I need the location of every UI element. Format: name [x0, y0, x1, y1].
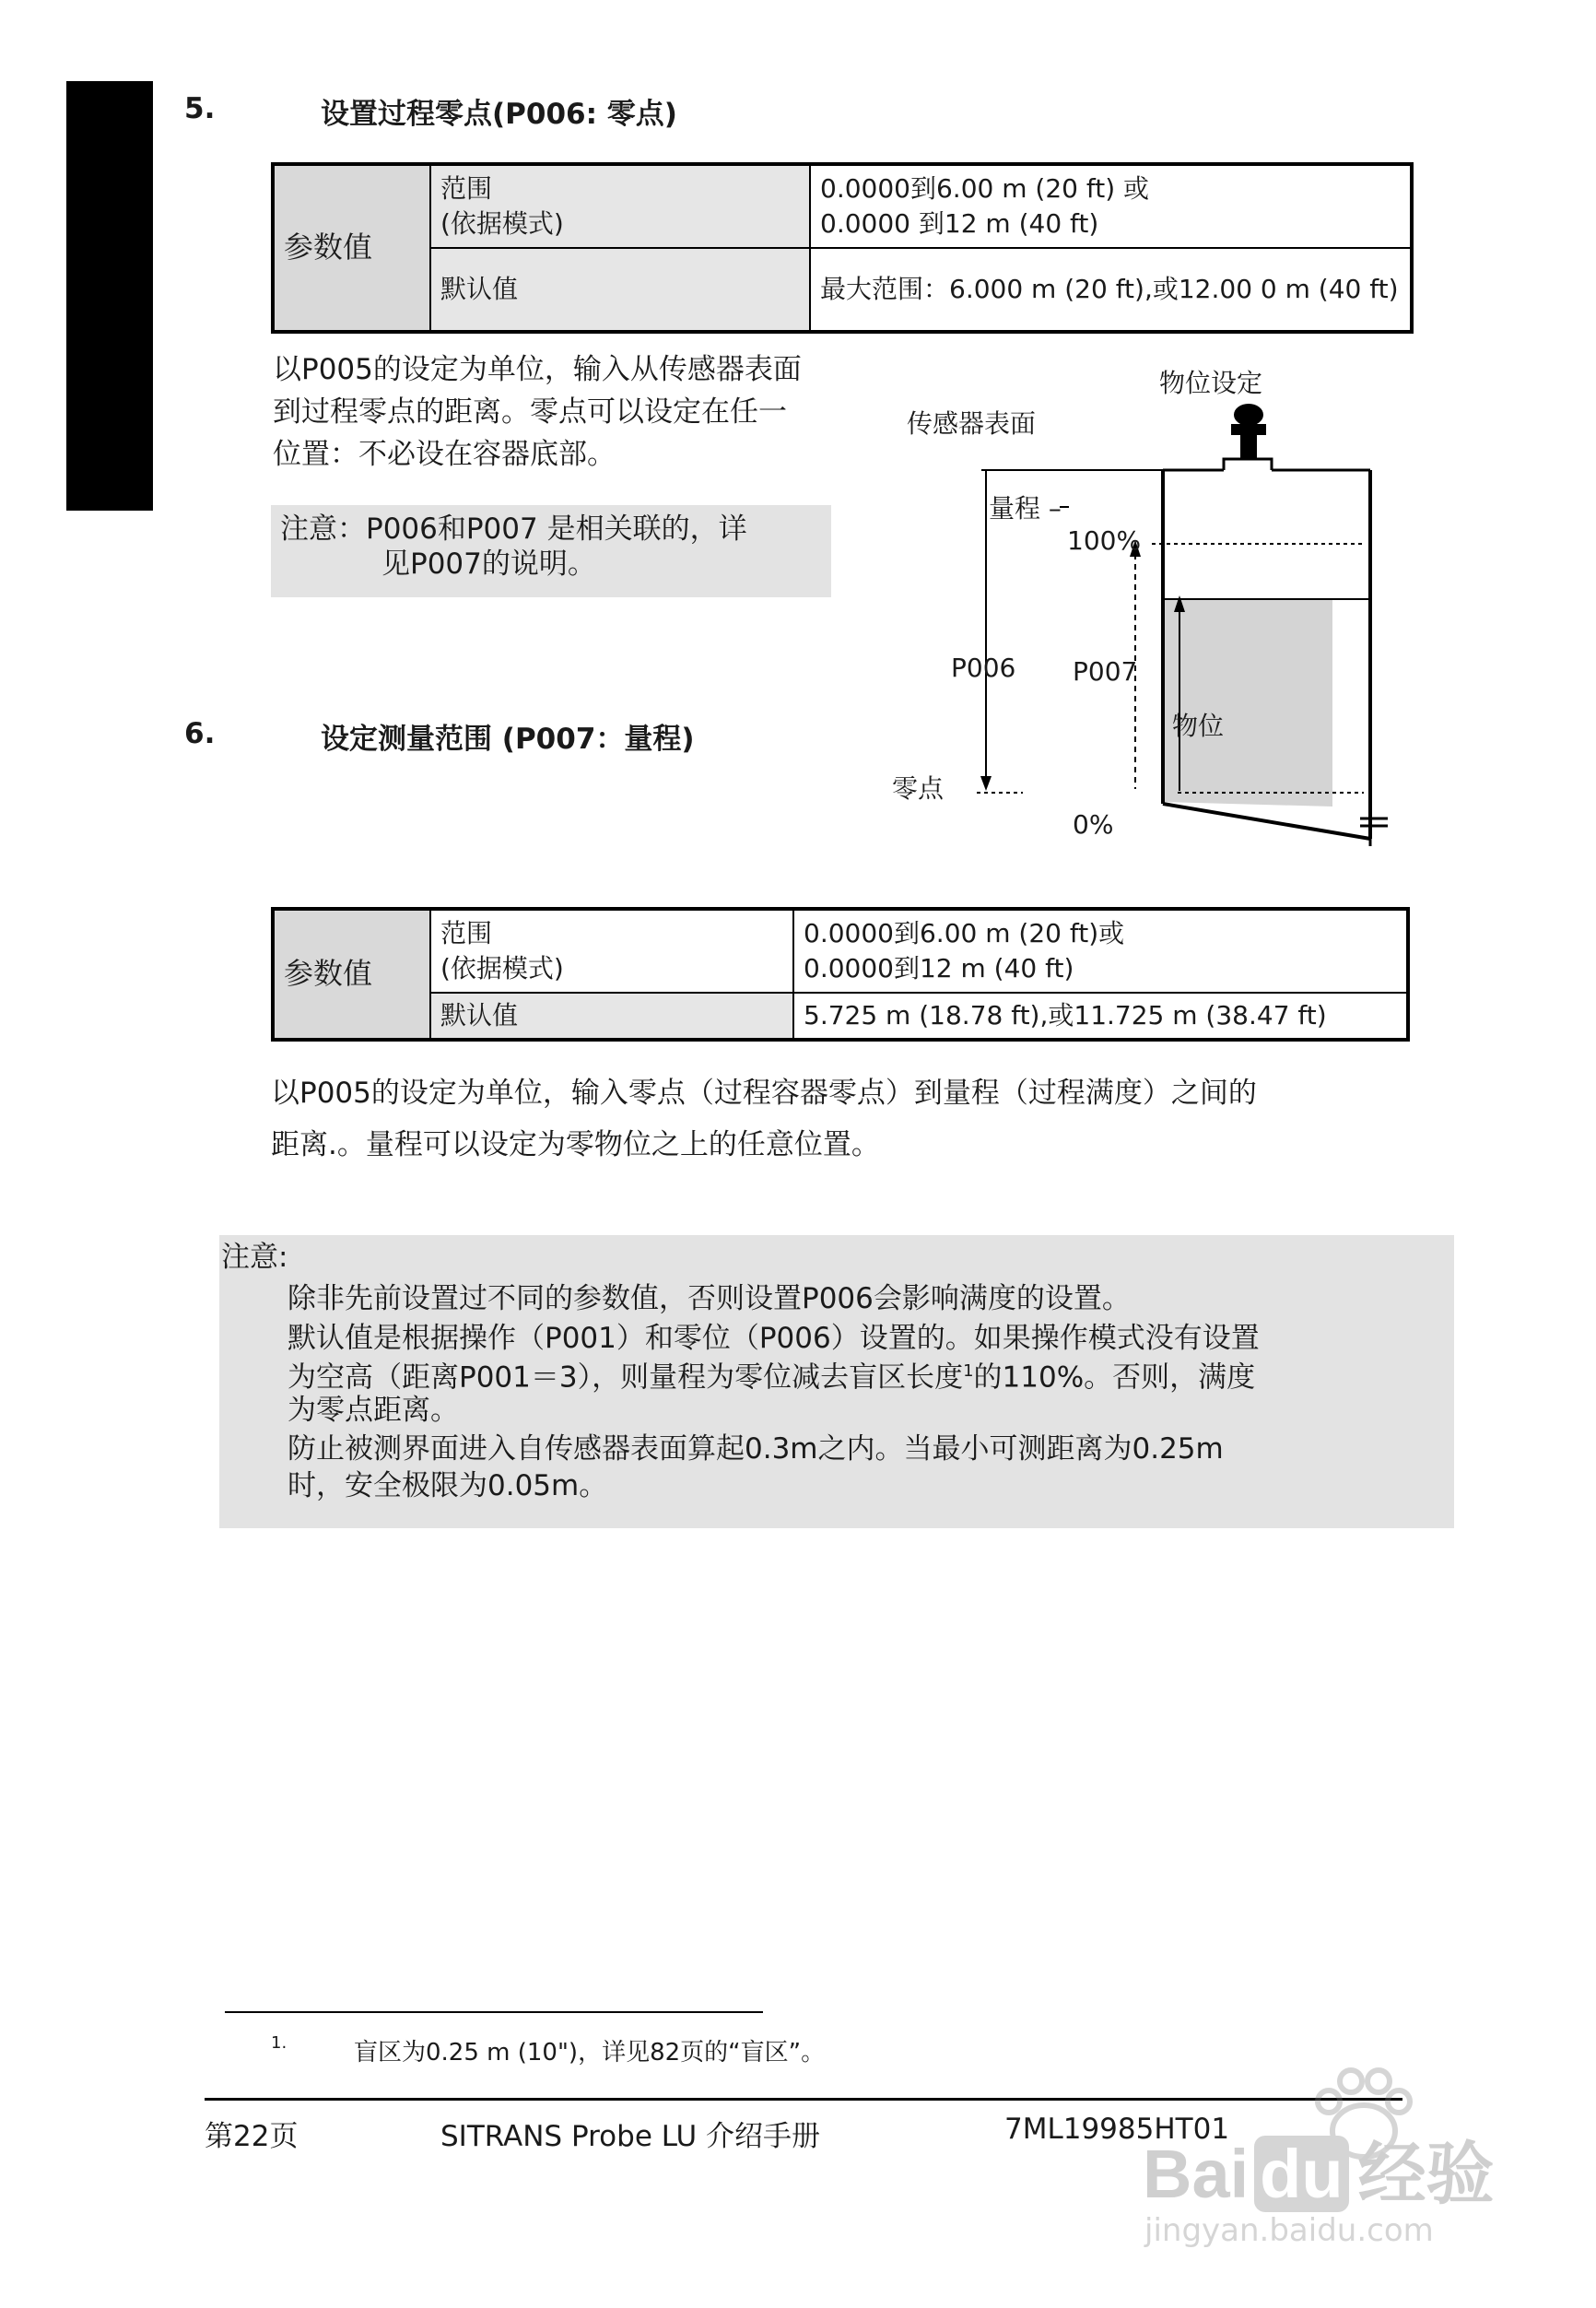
text-line: 以P005的设定为单位，输入从传感器表面: [273, 353, 802, 386]
text-line: 距离.。量程可以设定为零物位之上的任意位置。: [271, 1128, 880, 1161]
note-line: 防止被测界面进入自传感器表面算起0.3m之内。当最小可测距离为0.25m: [288, 1432, 1224, 1466]
footnote-ref: 1: [963, 1361, 974, 1381]
range-value-2: 0.0000 到12 m (40 ft): [820, 208, 1099, 239]
range-value-2: 0.0000到12 m (40 ft): [804, 952, 1074, 983]
tank-sloped-bottom: [1163, 804, 1370, 839]
footer-page-number: 第22页: [205, 2120, 299, 2153]
footnote-text: 盲区为0.25 m (10")，详见82页的“盲区”。: [354, 2039, 826, 2067]
footer-rule: [205, 2098, 1402, 2101]
section-5-text: [273, 348, 802, 476]
section-5-number: 5.: [184, 92, 216, 125]
param-label: 参数值: [273, 909, 430, 1040]
watermark-brand-2: du: [1254, 2136, 1348, 2212]
diagram-0-percent: 0%: [1073, 809, 1114, 840]
text-line: 以P005的设定为单位，输入零点（过程容器零点）到量程（过程满度）之间的: [271, 1077, 1257, 1110]
sensor-head-icon: [1234, 404, 1263, 426]
note-line-2: 见P007的说明。: [381, 548, 596, 581]
range-value-cell: [793, 909, 1408, 993]
note-line-3a: 为空高（距离P001＝3），则量程为零位减去盲区长度: [288, 1360, 964, 1395]
footnote-marker: 1.: [271, 2033, 288, 2053]
range-label-cell: [430, 909, 793, 993]
diagram-100-percent: 100%: [1067, 525, 1142, 556]
range-label-2: (依据模式): [440, 952, 564, 983]
section-6-text: [271, 1067, 1257, 1171]
default-value: 5.725 m (18.78 ft),或11.725 m (38.47 ft): [793, 993, 1408, 1040]
default-label: 默认值: [430, 248, 810, 332]
range-value-1: 0.0000到6.00 m (20 ft) 或: [820, 173, 1150, 205]
note-title: 注意:: [221, 1241, 288, 1274]
liquid-fill-bottom: [1163, 783, 1332, 807]
param-label: 参数值: [273, 164, 430, 332]
text-line: 到过程零点的距离。零点可以设定在任一: [273, 395, 787, 429]
note-line: 为零点距离。: [288, 1394, 459, 1428]
range-label-1: 范围: [440, 173, 493, 205]
section-5-note-box: [271, 505, 831, 597]
watermark-brand: [1143, 2120, 1495, 2218]
section-6-title: 设定测量范围 (P007：量程): [321, 723, 695, 756]
diagram-p007: P007: [1073, 656, 1138, 687]
liquid-fill: [1163, 599, 1332, 783]
watermark-cn: 经验: [1357, 2136, 1495, 2212]
chapter-tab-bar: [66, 81, 153, 511]
range-value-cell: [810, 164, 1412, 248]
note-line: 除非先前设置过不同的参数值，否则设置P006会影响满度的设置。: [288, 1282, 1131, 1315]
footnote-rule: [225, 2011, 763, 2013]
note-line-1: 注意：P006和P007 是相关联的，详: [280, 512, 747, 546]
footer-doc-code: 7ML19985HT01: [1004, 2113, 1230, 2146]
watermark-url: jingyan.baidu.com: [1144, 2212, 1434, 2249]
note-line: 时，安全极限为0.05m。: [288, 1469, 608, 1503]
sensor-stem-icon: [1240, 433, 1257, 459]
note-line: 默认值是根据操作（P001）和零位（P006）设置的。如果操作模式没有设置: [288, 1322, 1260, 1355]
diagram-level: 物位: [1172, 711, 1225, 741]
section-6-param-table: [271, 907, 1410, 1042]
footer-manual-title: SITRANS Probe LU 介绍手册: [440, 2120, 821, 2153]
text-line: 位置：不必设在容器底部。: [273, 438, 616, 471]
p006-arrowhead-icon: [980, 776, 992, 791]
range-value-1: 0.0000到6.00 m (20 ft)或: [804, 918, 1125, 949]
note-line-3b: 的110%。否则，满度: [973, 1360, 1256, 1395]
note-body: [288, 1281, 1260, 1504]
section-6-number: 6.: [184, 717, 216, 750]
diagram-sensor-surface: 传感器表面: [907, 408, 1037, 439]
diagram-level-setting: 物位设定: [1159, 368, 1263, 398]
section-5-param-table: [271, 162, 1414, 334]
note-line-3: [288, 1355, 1260, 1394]
section-5-title: 设置过程零点(P006: 零点): [321, 98, 677, 131]
default-value: 最大范围：6.000 m (20 ft),或12.00 0 m (40 ft): [810, 248, 1412, 332]
diagram-span: 量程 –: [989, 493, 1062, 524]
watermark-brand-1: Bai: [1143, 2136, 1250, 2212]
range-label-1: 范围: [440, 918, 493, 949]
range-label-2: (依据模式): [440, 208, 564, 239]
diagram-zero: 零点: [892, 773, 945, 804]
range-label-cell: [430, 164, 810, 248]
default-label: 默认值: [430, 993, 793, 1040]
diagram-p006: P006: [951, 653, 1016, 683]
tank-nozzle: [1224, 459, 1272, 470]
